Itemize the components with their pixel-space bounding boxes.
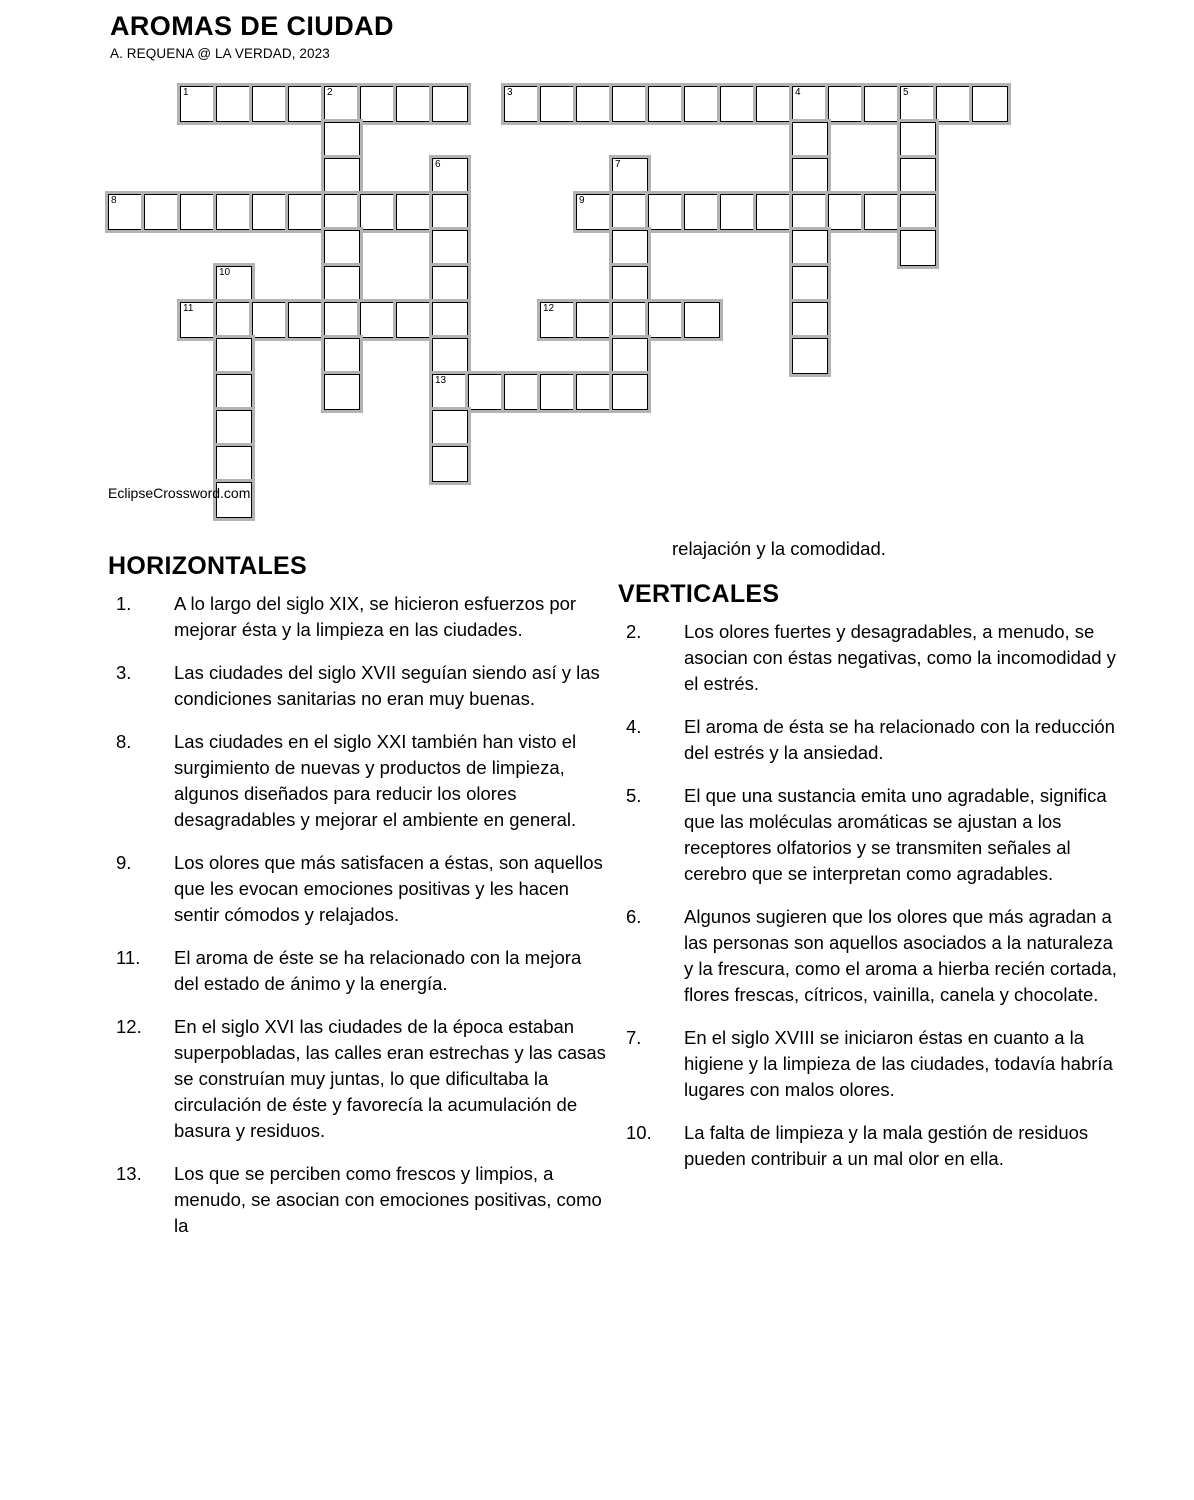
cell-number: 4 xyxy=(795,87,801,98)
crossword-cell[interactable] xyxy=(216,302,252,338)
crossword-cell[interactable] xyxy=(576,86,612,122)
crossword-cell[interactable] xyxy=(792,86,828,122)
clue-text: Las ciudades en el siglo XXI también han visto el surgimiento de nuevas y productos de limpieza, algunos diseñados para reducir los olores desagradables y mejorar el ambiente en general. xyxy=(174,731,577,830)
crossword-cell[interactable] xyxy=(396,302,432,338)
crossword-cell[interactable] xyxy=(612,230,648,266)
clue-text: En el siglo XVI las ciudades de la época estaban superpobladas, las calles eran estrechas y las casas se construían muy juntas, lo que dificultaba la circulación de éste y favorecía la acumulación de basura y residuos. xyxy=(174,1016,606,1141)
crossword-cell[interactable] xyxy=(432,410,468,446)
across-clue-item xyxy=(108,1014,608,1144)
crossword-cell[interactable] xyxy=(648,302,684,338)
clue-number: 11. xyxy=(116,947,141,968)
crossword-cell[interactable] xyxy=(612,302,648,338)
crossword-cell[interactable] xyxy=(216,374,252,410)
crossword-cell[interactable] xyxy=(900,86,936,122)
crossword-cell[interactable] xyxy=(684,302,720,338)
clue-text: El que una sustancia emita uno agradable, significa que las moléculas aromáticas se ajustan a los receptores olfatorios y se transmiten señales al cerebro que se interpretan como agradables. xyxy=(684,785,1107,884)
cell-number: 10 xyxy=(219,267,231,278)
clue-number: 6. xyxy=(626,906,642,927)
down-heading: VERTICALES xyxy=(618,580,780,608)
cell-number: 6 xyxy=(435,159,441,170)
across-clue-item xyxy=(108,660,608,712)
crossword-cell[interactable] xyxy=(612,86,648,122)
clue-number: 13. xyxy=(116,1163,142,1184)
crossword-cell[interactable] xyxy=(432,194,468,230)
crossword-cell[interactable] xyxy=(360,194,396,230)
clue-text: Los olores fuertes y desagradables, a menudo, se asocian con éstas negativas, como la incomodidad y el estrés. xyxy=(684,621,1116,694)
across-clue-item xyxy=(108,1161,608,1239)
crossword-cell[interactable] xyxy=(144,194,180,230)
crossword-cell[interactable] xyxy=(432,374,468,410)
clue-number: 12. xyxy=(116,1016,142,1037)
crossword-cell[interactable] xyxy=(108,194,144,230)
crossword-cell[interactable] xyxy=(504,86,540,122)
clue-text: Los que se perciben como frescos y limpios, a menudo, se asocian con emociones positivas, como la xyxy=(174,1163,602,1236)
crossword-cell[interactable] xyxy=(216,338,252,374)
crossword-cell[interactable] xyxy=(252,86,288,122)
clue-text: En el siglo XVIII se iniciaron éstas en cuanto a la higiene y la limpieza de las ciudades, todavía habría lugares con malos olores. xyxy=(684,1027,1113,1100)
crossword-cell[interactable] xyxy=(504,374,540,410)
crossword-cell[interactable] xyxy=(324,302,360,338)
crossword-cell[interactable] xyxy=(612,374,648,410)
crossword-cell[interactable] xyxy=(324,266,360,302)
clue-text: La falta de limpieza y la mala gestión de residuos pueden contribuir a un mal olor en ella. xyxy=(684,1122,1089,1169)
crossword-cell[interactable] xyxy=(432,86,468,122)
crossword-cell[interactable] xyxy=(252,302,288,338)
crossword-cell[interactable] xyxy=(792,194,828,230)
crossword-cell[interactable] xyxy=(288,194,324,230)
crossword-cell[interactable] xyxy=(576,194,612,230)
cell-number: 11 xyxy=(183,303,194,314)
across-clue-continuation: relajación y la comodidad. xyxy=(672,538,886,559)
page-title: AROMAS DE CIUDAD xyxy=(110,11,394,41)
crossword-cell[interactable] xyxy=(792,338,828,374)
down-column xyxy=(618,536,1118,1189)
crossword-cell[interactable] xyxy=(324,158,360,194)
clue-text: El aroma de éste se ha relacionado con la mejora del estado de ánimo y la energía. xyxy=(174,947,582,994)
crossword-cell[interactable] xyxy=(792,122,828,158)
clue-number: 1. xyxy=(116,593,132,614)
cell-number: 1 xyxy=(183,87,189,98)
crossword-cell[interactable] xyxy=(324,194,360,230)
crossword-cell[interactable] xyxy=(432,230,468,266)
crossword-cell[interactable] xyxy=(216,86,252,122)
document-header xyxy=(110,12,394,61)
down-clue-list xyxy=(618,619,1118,1172)
clue-text: Las ciudades del siglo XVII seguían siendo así y las condiciones sanitarias no eran muy buenas. xyxy=(174,662,600,709)
clue-number: 10. xyxy=(626,1122,652,1143)
crossword-cell[interactable] xyxy=(432,158,468,194)
crossword-grid xyxy=(0,78,1194,498)
across-clue-list xyxy=(108,591,608,1239)
crossword-cell[interactable] xyxy=(396,194,432,230)
across-clue-item xyxy=(108,850,608,928)
crossword-cell[interactable] xyxy=(756,194,792,230)
crossword-cell[interactable] xyxy=(540,374,576,410)
crossword-cell[interactable] xyxy=(936,86,972,122)
clue-text: A lo largo del siglo XIX, se hicieron esfuerzos por mejorar ésta y la limpieza en las ciudades. xyxy=(174,593,577,640)
crossword-cell[interactable] xyxy=(864,86,900,122)
byline: A. REQUENA @ LA VERDAD, 2023 xyxy=(110,45,330,61)
crossword-cell[interactable] xyxy=(216,410,252,446)
crossword-cell[interactable] xyxy=(216,266,252,302)
crossword-cell[interactable] xyxy=(576,374,612,410)
crossword-cell[interactable] xyxy=(900,122,936,158)
down-clue-item xyxy=(618,619,1118,697)
crossword-cell[interactable] xyxy=(432,446,468,482)
crossword-cell[interactable] xyxy=(612,158,648,194)
crossword-cell[interactable] xyxy=(684,194,720,230)
cell-number: 2 xyxy=(327,87,333,98)
crossword-cell[interactable] xyxy=(828,194,864,230)
crossword-cell[interactable] xyxy=(612,338,648,374)
crossword-cell[interactable] xyxy=(324,338,360,374)
crossword-cell[interactable] xyxy=(360,302,396,338)
generator-credit: EclipseCrossword.com xyxy=(108,485,251,501)
down-clue-item xyxy=(618,1120,1118,1172)
crossword-cell[interactable] xyxy=(324,122,360,158)
crossword-cell[interactable] xyxy=(612,266,648,302)
across-clue-item xyxy=(108,945,608,997)
cell-number: 12 xyxy=(543,303,555,314)
crossword-cell[interactable] xyxy=(900,158,936,194)
crossword-cell[interactable] xyxy=(828,86,864,122)
crossword-cell[interactable] xyxy=(180,302,216,338)
crossword-cell[interactable] xyxy=(324,374,360,410)
cell-number: 7 xyxy=(615,159,621,170)
clue-number: 3. xyxy=(116,662,132,683)
clue-number: 8. xyxy=(116,731,132,752)
crossword-cell[interactable] xyxy=(576,302,612,338)
across-heading: HORIZONTALES xyxy=(108,552,307,580)
crossword-cell[interactable] xyxy=(648,194,684,230)
crossword-cell[interactable] xyxy=(612,194,648,230)
crossword-cell[interactable] xyxy=(864,194,900,230)
clue-number: 9. xyxy=(116,852,132,873)
crossword-cell[interactable] xyxy=(792,158,828,194)
clue-number: 2. xyxy=(626,621,642,642)
crossword-cell[interactable] xyxy=(432,338,468,374)
crossword-cell[interactable] xyxy=(756,86,792,122)
crossword-cell[interactable] xyxy=(720,86,756,122)
clue-text: Algunos sugieren que los olores que más agradan a las personas son aquellos asociados a la naturaleza y la frescura, como el aroma a hierba recién cortada, flores frescas, cítricos, vainilla, canela y chocolate. xyxy=(684,906,1117,1005)
cell-number: 9 xyxy=(579,195,585,206)
crossword-cell[interactable] xyxy=(432,266,468,302)
crossword-cell[interactable] xyxy=(252,194,288,230)
crossword-cell[interactable] xyxy=(792,266,828,302)
crossword-cell[interactable] xyxy=(792,230,828,266)
cell-number: 3 xyxy=(507,87,513,98)
crossword-cell[interactable] xyxy=(288,302,324,338)
crossword-cell[interactable] xyxy=(540,302,576,338)
crossword-cell[interactable] xyxy=(720,194,756,230)
clue-number: 5. xyxy=(626,785,642,806)
cell-number: 8 xyxy=(111,195,117,206)
crossword-cell[interactable] xyxy=(288,86,324,122)
crossword-cell[interactable] xyxy=(180,86,216,122)
clue-number: 4. xyxy=(626,716,642,737)
crossword-cell[interactable] xyxy=(180,194,216,230)
crossword-cell[interactable] xyxy=(900,194,936,230)
clue-number: 7. xyxy=(626,1027,642,1048)
down-clue-item xyxy=(618,714,1118,766)
across-clue-item xyxy=(108,591,608,643)
cell-number: 13 xyxy=(435,375,447,386)
crossword-cell[interactable] xyxy=(648,86,684,122)
crossword-cell[interactable] xyxy=(216,194,252,230)
crossword-cell[interactable] xyxy=(324,230,360,266)
clue-text: El aroma de ésta se ha relacionado con la reducción del estrés y la ansiedad. xyxy=(684,716,1115,763)
crossword-cell[interactable] xyxy=(468,374,504,410)
crossword-cell[interactable] xyxy=(432,302,468,338)
down-clue-item xyxy=(618,783,1118,887)
crossword-cell[interactable] xyxy=(684,86,720,122)
down-clue-item xyxy=(618,1025,1118,1103)
crossword-cell[interactable] xyxy=(900,230,936,266)
crossword-cell[interactable] xyxy=(972,86,1008,122)
down-clue-item xyxy=(618,904,1118,1008)
crossword-cell[interactable] xyxy=(324,86,360,122)
crossword-cell[interactable] xyxy=(396,86,432,122)
crossword-cell[interactable] xyxy=(360,86,396,122)
crossword-cell[interactable] xyxy=(540,86,576,122)
clue-text: Los olores que más satisfacen a éstas, son aquellos que les evocan emociones positivas y les hacen sentir cómodos y relajados. xyxy=(174,852,603,925)
clues-area xyxy=(0,536,1194,1496)
across-clue-item xyxy=(108,729,608,833)
crossword-cell[interactable] xyxy=(792,302,828,338)
crossword-cell[interactable] xyxy=(216,446,252,482)
across-column xyxy=(108,536,608,1256)
cell-number: 5 xyxy=(903,87,909,98)
